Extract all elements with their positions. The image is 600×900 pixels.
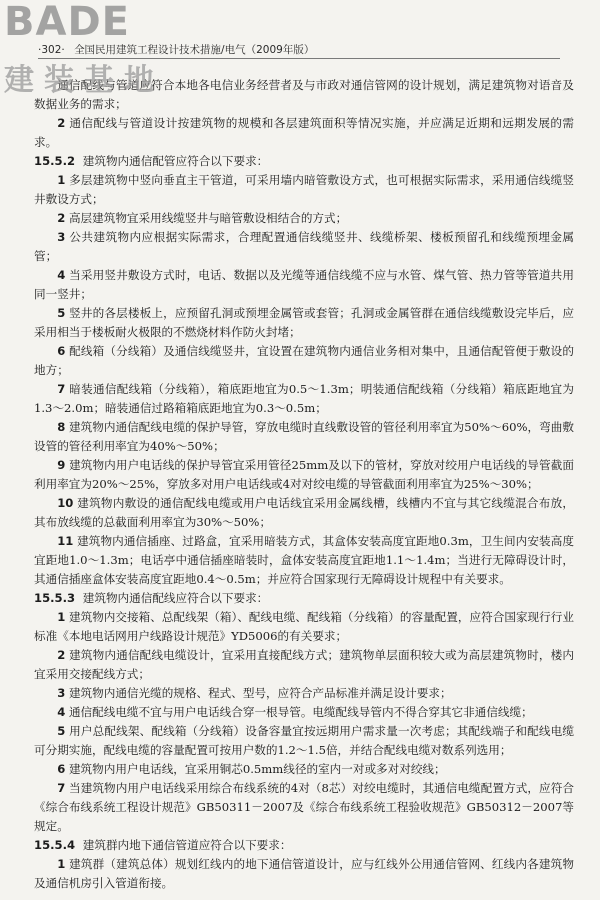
item-number: 2 [57,648,66,662]
paragraph-text: 建筑物内通信配线电缆的保护导管，穿放电缆时直线敷设管的管径利用率宜为50%～60%，弯曲敷设管的管径利用率宜为40%～50%； [34,420,574,453]
item-number: 5 [57,306,66,320]
paragraph-text: 当采用竖井敷设方式时，电话、数据以及光缆等通信线缆不应与水管、煤气管、热力管等管道共用同一竖井； [34,268,574,301]
paragraph-text: 建筑物内通信配线电缆设计，宜采用直接配线方式；建筑物单层面积较大或为高层建筑物时，楼内宜采用交接配线方式； [34,648,574,681]
item-number: 10 [57,496,74,510]
paragraph-text: 建筑群内地下通信管道应符合以下要求： [82,838,292,852]
paragraph-text: 多层建筑物中竖向垂直主干管道，可采用墙内暗管敷设方式，也可根据实际需求，采用通信线缆竖井敷设方式； [34,173,574,206]
list-item [34,779,574,836]
paragraph-text: 建筑物内敷设的通信配线电缆或用户电话线宜采用金属线槽，线槽内不宜与其它线缆混合布放，其布放线缆的总截面利用率宜为30%～50%； [34,496,574,529]
list-item [34,342,574,380]
paragraph-text: 建筑物内用户电话线的保护导管宜采用管径25mm及以下的管材，穿放对绞用户电话线的导管截面利用率宜为20%～25%，穿放多对用户电话线或4对对绞电缆的导管截面利用率宜为25%～30%； [34,458,574,491]
paragraph-text: 建筑物内通信配线应符合以下要求： [82,591,269,605]
item-number: 6 [57,762,66,776]
item-number: 3 [57,230,66,244]
section-heading [34,836,574,855]
list-item [34,114,574,152]
item-number: 6 [57,344,66,358]
item-number: 2 [57,116,66,130]
section-number: 15.5.4 [34,838,76,852]
list-item [34,703,574,722]
paragraph-text: 建筑物内交接箱、总配线架（箱）、配线电缆、配线箱（分线箱）的容量配置，应符合国家现行行业标准《本地电话网用户线路设计规范》YD5006的有关要求； [34,610,574,643]
item-number: 11 [57,534,74,548]
paragraph-text: 通信配线与管道应符合本地各电信业务经营者及与市政对通信管网的设计规划，满足建筑物对语音及数据业务的需求； [34,78,574,111]
watermark-logo: BADE [4,0,130,45]
item-number: 9 [57,458,66,472]
list-item [34,532,574,589]
list-item [34,760,574,779]
list-item [34,209,574,228]
section-number: 15.5.2 [34,154,76,168]
paragraph-text: 建筑物内用户电话线，宜采用铜芯0.5mm线径的室内一对或多对对绞线； [68,762,446,776]
paragraph-text: 竖井的各层楼板上，应预留孔洞或预埋金属管或套管；孔洞或金属管群在通信线缆敷设完毕后，应采用相当于楼板耐火极限的不燃烧材料作防火封堵； [34,306,574,339]
list-item [34,722,574,760]
item-number: 3 [57,686,66,700]
list-item [34,855,574,893]
item-number: 8 [57,420,66,434]
section-heading [34,589,574,608]
section-heading [34,152,574,171]
item-number: 5 [57,724,66,738]
paragraph-text: 通信配线电缆不宜与用户电话线合穿一根导管。电缆配线导管内不得合穿其它非通信线缆； [68,705,533,719]
list-item [34,494,574,532]
paragraph-text: 建筑群（建筑总体）规划红线内的地下通信管道设计，应与红线外公用通信管网、红线内各建筑物及通信机房引入管道衔接。 [34,857,574,890]
watermark [4,2,174,96]
paragraph-text: 暗装通信配线箱（分线箱），箱底距地宜为0.5～1.3m；明装通信配线箱（分线箱）箱底距地宜为1.3～2.0m；暗装通信过路箱箱底距地宜为0.3～0.5m； [34,382,575,415]
list-item [34,171,574,209]
list-item [34,418,574,456]
item-number: 2 [57,211,66,225]
item-number: 1 [57,173,66,187]
item-number: 4 [57,705,66,719]
list-item [34,228,574,266]
list-item [34,266,574,304]
watermark-subtitle: 建装基地 [4,63,164,98]
list-item [34,456,574,494]
paragraph-text: 公共建筑物内应根据实际需求，合理配置通信线缆竖井、线缆桥架、楼板预留孔和线缆预埋金属管； [34,230,574,263]
paragraph-text: 当建筑物内用户电话线采用综合布线系统的4对（8芯）对绞电缆时，其通信电缆配置方式，应符合《综合布线系统工程设计规范》GB50311－2007及《综合布线系统工程验收规范》GB50312－2007等规定。 [34,781,574,833]
paragraph-text: 配线箱（分线箱）及通信线缆竖井，宜设置在建筑物内通信业务相对集中，且通信配管便于敷设的地方； [34,344,574,377]
page-number: ·302· [38,44,65,56]
paragraph-text: 建筑物内通信光缆的规格、程式、型号，应符合产品标准并满足设计要求； [68,686,452,700]
item-number: 1 [57,610,66,624]
paragraph-text: 通信配线与管道设计按建筑物的规模和各层建筑面积等情况实施，并应满足近期和远期发展的需求。 [34,116,574,149]
list-item [34,608,574,646]
paragraph-text: 建筑物内通信插座、过路盒，宜采用暗装方式，其盒体安装高度宜距地0.3m，卫生间内安装高度宜距地1.0～1.3m；电话亭中通信插座暗装时，盒体安装高度宜距地1.1～1.4m；当进行无障碍设计时，其通信插座盒体安装高度宜距地0.4～0.5m；并应符合国家现行无障碍设计规程中有关要求。 [34,534,574,586]
section-number: 15.5.3 [34,591,76,605]
item-number: 4 [57,268,66,282]
paragraph-text: 用户总配线架、配线箱（分线箱）设备容量宜按远期用户需求量一次考虑；其配线端子和配线电缆可分期实施，配线电缆的容量配置可按用户数的1.2～1.5倍，并结合配线电缆对数系列选用； [34,724,574,757]
list-item [34,684,574,703]
list-item [34,380,574,418]
document-body [34,76,574,893]
item-number: 1 [57,857,66,871]
list-item [34,646,574,684]
item-number: 7 [57,382,66,396]
item-number: 7 [57,781,66,795]
paragraph-text: 建筑物内通信配管应符合以下要求： [82,154,269,168]
paragraph-text: 高层建筑物宜采用线缆竖井与暗管敷设相结合的方式； [68,211,348,225]
book-title: 全国民用建筑工程设计技术措施/电气（2009年版） [74,44,315,56]
list-item [34,304,574,342]
